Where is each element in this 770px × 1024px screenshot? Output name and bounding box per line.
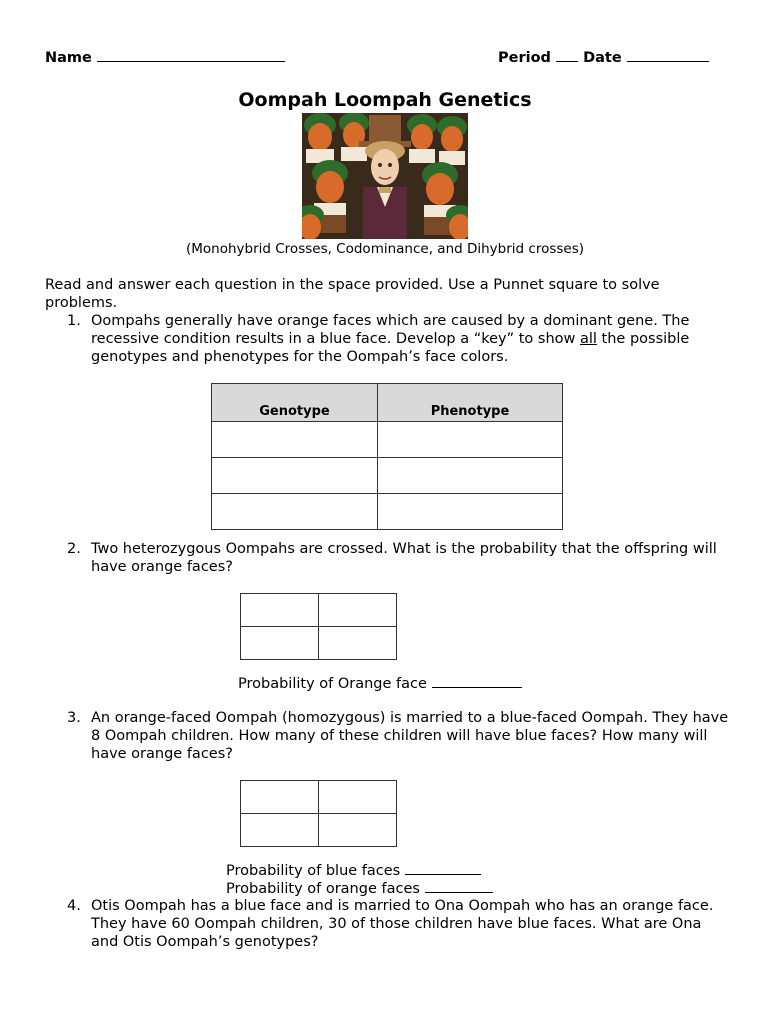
q1-text-b: the possible genotypes and phenotypes for the Oompah’s face colors. (91, 331, 690, 365)
punnett-cell[interactable] (319, 814, 397, 847)
table-row (212, 494, 563, 530)
q2-answer-row (238, 673, 522, 693)
key-table-wrapper (211, 383, 563, 530)
q1-text (91, 312, 731, 366)
table-header-row (212, 384, 563, 422)
punnett-cell[interactable] (319, 627, 397, 660)
period-blank[interactable] (556, 47, 578, 62)
name-field-row (45, 47, 285, 67)
q1-text-a: Oompahs generally have orange faces which are caused by a dominant gene. The recessive condition results in a blue face. Develop a “key” to show (91, 313, 690, 347)
name-blank[interactable] (97, 47, 285, 62)
q1-number: 1. (67, 313, 81, 329)
image-caption: (Monohybrid Crosses, Codominance, and Dihybrid crosses) (185, 241, 585, 257)
q2-number: 2. (67, 541, 81, 557)
punnett-cell[interactable] (319, 594, 397, 627)
q2-punnett-square-wrapper (240, 593, 397, 660)
instructions: Read and answer each question in the space provided. Use a Punnet square to solve problems. (45, 277, 660, 311)
q3-answer-blue-label: Probability of blue faces (226, 863, 401, 879)
phenotype-cell[interactable] (378, 458, 563, 494)
period-label: Period (498, 50, 551, 66)
genotype-cell[interactable] (212, 458, 378, 494)
oompa-loompa-image (302, 113, 468, 239)
q3-number: 3. (67, 710, 81, 726)
punnett-cell[interactable] (241, 594, 319, 627)
q2-punnett-square (240, 593, 397, 660)
phenotype-header: Phenotype (378, 384, 563, 422)
phenotype-cell[interactable] (378, 494, 563, 530)
period-date-row (498, 47, 709, 67)
q3-answer-blue-row (226, 860, 481, 880)
name-label: Name (45, 50, 92, 66)
q3-answer-orange-label: Probability of orange faces (226, 881, 420, 897)
q3-punnett-square-wrapper (240, 780, 397, 847)
table-row (212, 422, 563, 458)
genotype-cell[interactable] (212, 494, 378, 530)
genotype-cell[interactable] (212, 422, 378, 458)
q2-answer-blank[interactable] (432, 673, 522, 688)
punnett-cell[interactable] (319, 781, 397, 814)
q2-answer-label: Probability of Orange face (238, 676, 427, 692)
punnett-cell[interactable] (241, 627, 319, 660)
genotype-header: Genotype (212, 384, 378, 422)
date-blank[interactable] (627, 47, 709, 62)
q3-text: An orange-faced Oompah (homozygous) is married to a blue-faced Oompah. They have 8 Oompah children. How many of these children will have blue faces? How many will have orange faces? (91, 710, 729, 762)
punnett-cell[interactable] (241, 781, 319, 814)
q2-text: Two heterozygous Oompahs are crossed. What is the probability that the offspring will have orange faces? (91, 541, 717, 575)
q4-number: 4. (67, 898, 81, 914)
punnett-cell[interactable] (241, 814, 319, 847)
genotype-phenotype-key-table (211, 383, 563, 530)
q3-punnett-square (240, 780, 397, 847)
q3-answer-orange-row (226, 878, 493, 898)
phenotype-cell[interactable] (378, 422, 563, 458)
page-title: Oompah Loompah Genetics (238, 89, 532, 111)
date-label: Date (583, 50, 622, 66)
q1-text-underlined: all (579, 331, 597, 347)
q3-answer-blue-blank[interactable] (405, 860, 481, 875)
q4-text: Otis Oompah has a blue face and is married to Ona Oompah who has an orange face. They have 60 Oompah children, 30 of those children have blue faces. What are Ona and Otis Oompah’s genotypes? (91, 898, 714, 950)
q3-answer-orange-blank[interactable] (425, 878, 493, 893)
table-row (212, 458, 563, 494)
